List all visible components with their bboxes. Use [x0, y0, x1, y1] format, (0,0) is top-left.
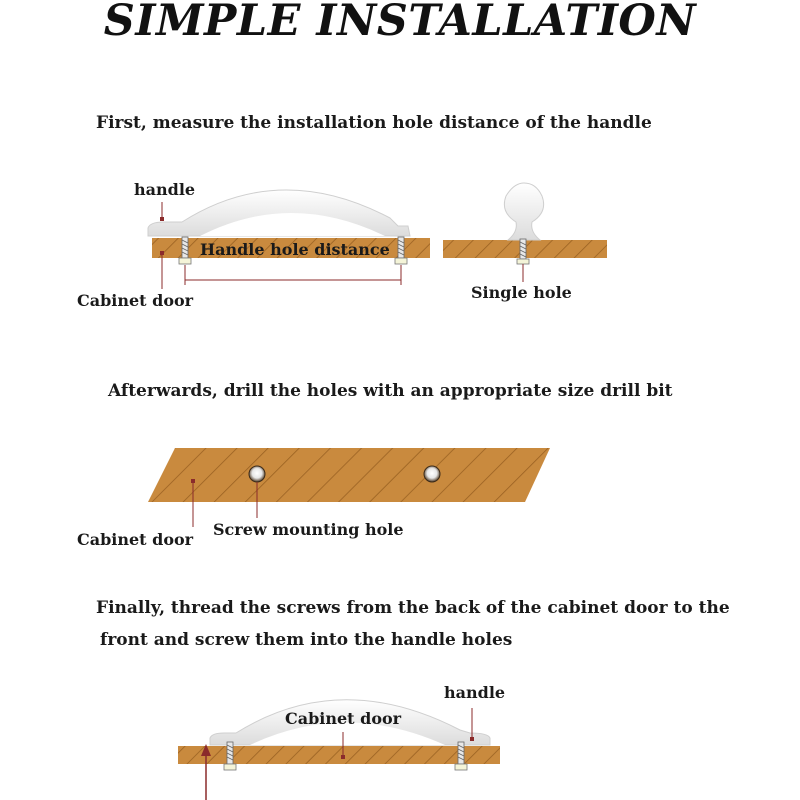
cabinet-door-board-3: [178, 746, 500, 764]
step-3-door-label: Cabinet door: [285, 709, 402, 728]
step-3-instruction-line-1: Finally, thread the screws from the back of the cabinet door to the: [96, 598, 730, 618]
step-2-door-label: Cabinet door: [77, 530, 194, 549]
step-2-hole-label: Screw mounting hole: [213, 520, 404, 539]
door-leader-dot-3: [341, 755, 345, 759]
step-1-instruction: First, measure the installation hole distance of the handle: [96, 113, 652, 133]
step-1-door-label: Cabinet door: [77, 291, 194, 310]
step-2-instruction: Afterwards, drill the holes with an appropriate size drill bit: [108, 381, 673, 401]
mounting-hole-right: [424, 466, 440, 482]
door-leader-dot-2: [191, 479, 195, 483]
door-leader-dot: [160, 251, 164, 255]
step-3-instruction-line-2: front and screw them into the handle holes: [100, 630, 513, 650]
step-3-handle-label: handle: [444, 683, 506, 702]
step-2-drilled-board-diagram: [148, 448, 550, 527]
knob-body: [504, 183, 543, 240]
handle-leader-dot: [160, 217, 164, 221]
step-1-single-hole-label: Single hole: [471, 283, 572, 302]
drilled-cabinet-door: [148, 448, 550, 502]
mounting-hole-left: [249, 466, 265, 482]
step-1-handle-label: handle: [134, 180, 196, 199]
step-1-single-hole-diagram: [443, 183, 607, 282]
handle-leader-dot-3: [470, 737, 474, 741]
step-1-distance-label: Handle hole distance: [200, 240, 390, 259]
page-title: SIMPLE INSTALLATION: [103, 0, 697, 46]
